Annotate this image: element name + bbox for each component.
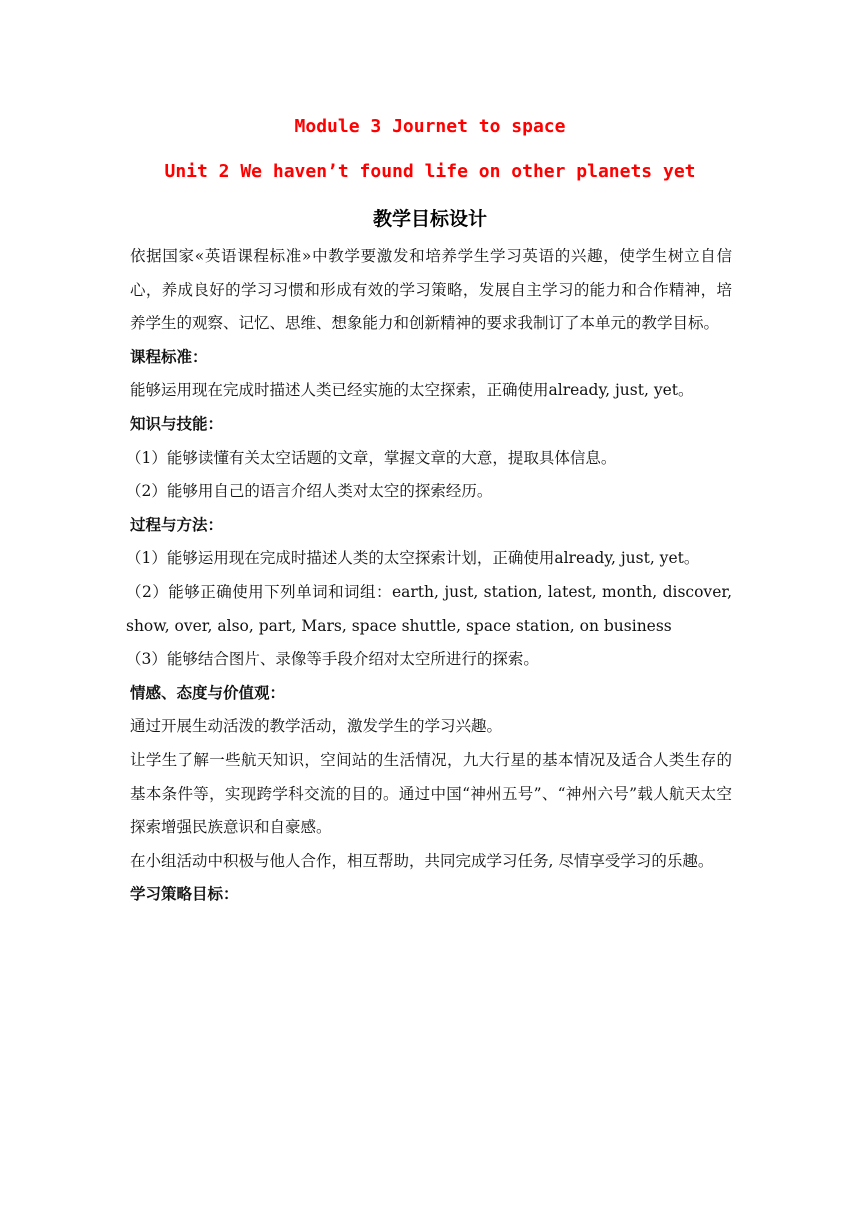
process-heading: 过程与方法： [130,515,224,534]
unit-title: Unit 2 We haven’t found life on other planets yet [164,161,696,182]
module-title: Module 3 Journet to space [294,116,566,137]
knowledge-item: （1）能够读懂有关太空话题的文章，掌握文章的大意，提取具体信息。 [126,448,617,467]
knowledge-item: （2）能够用自己的语言介绍人类对太空的探索经历。 [126,482,493,501]
process-item: （2）能够正确使用下列单词和词组：earth, just, station, latest, month, discover, show, over, also, part, Mars, space shuttle, space station, on business [126,582,732,635]
process-item: （3）能够结合图片、录像等手段介绍对太空所进行的探索。 [126,650,539,669]
curriculum-heading: 课程标准： [130,347,208,366]
intro-paragraph: 依据国家«英语课程标准»中教学要激发和培养学生学习英语的兴趣，使学生树立自信心，养成良好的学习习惯和形成有效的学习策略，发展自主学习的能力和合作精神，培养学生的观察、记忆、思维、想象能力和创新精神的要求我制订了本单元的教学目标。 [130,247,732,333]
process-item: （1）能够运用现在完成时描述人类的太空探索计划，正确使用already, just, yet。 [126,549,700,568]
strategy-heading: 学习策略目标： [130,885,239,904]
curriculum-text: 能够运用现在完成时描述人类已经实施的太空探索，正确使用already, just, yet。 [130,381,694,400]
knowledge-heading: 知识与技能： [130,414,224,433]
document-title: 教学目标设计 [372,208,487,230]
attitude-paragraph: 通过开展生动活泼的教学活动，激发学生的学习兴趣。 [130,717,503,736]
attitude-heading: 情感、态度与价值观： [130,683,286,702]
document-body [126,240,732,912]
attitude-paragraph: 让学生了解一些航天知识，空间站的生活情况，九大行星的基本情况及适合人类生存的基本条件等，实现跨学科交流的目的。通过中国“神州五号”、“神州六号”载人航天太空探索增强民族意识和自豪感。 [130,750,732,837]
attitude-paragraph: 在小组活动中积极与他人合作，相互帮助，共同完成学习任务, 尽情享受学习的乐趣。 [130,851,714,870]
